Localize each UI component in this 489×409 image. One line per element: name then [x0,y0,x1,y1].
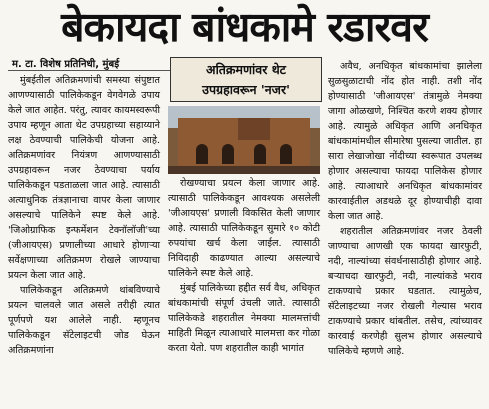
paragraph: मुंबईतील अतिक्रमणांची समस्या संपुष्टात आणण्यासाठी पालिकेकडून वेगवेगळे उपाय केले जात आहेत. परंतु, त्यावर कायमस्वरूपी उपाय म्हणून आता थेट उपग्रहाच्या सहाय्याने लक्ष ठेवण्याची पालिकेची योजना आहे. अतिक्रमणांवर नियंत्रण आणण्यासाठी उपग्रहावरून नजर ठेवण्याचा पर्याय पालिकेकडून पडताळला जात आहे. त्यासाठी अत्याधुनिक तंत्रज्ञानाचा वापर केला जाणार असल्याचे पालिकेने स्पष्ट केले आहे. 'जिओग्राफिक इन्फर्मेशन टेक्नॉलॉजी'च्या (जीआयएस) प्रणालीच्या आधारे होणाऱ्या सर्वेक्षणाच्या अतिक्रमण रोखले जाण्याचा प्रयत्न केला जात आहे. [8,75,160,281]
photo-ground [168,166,320,174]
headline: बेकायदा बांधकामे रडारवर [61,3,428,51]
subheadline-box [170,57,322,102]
article-column-1 [8,73,160,358]
subheadline-line-1: अतिक्रमणांवर थेट [206,62,286,77]
subheadline-line-2: उपग्रहावरून 'नजर' [202,82,290,97]
paragraph: मुंबई पालिकेच्या हद्दीत सर्व वैध, अधिकृत बांधकामांची संपूर्ण उंचली जाते. त्यासाठी पालिकेकडे शहरातील नेमक्या मालमत्तांची माहिती मिळून त्याआधारे मालमत्ता कर गोळा करता येतो. पण शहरातील काही भागांत [168,283,320,354]
photo-arch [254,144,266,164]
article-column-2 [168,176,320,356]
article-column-3 [328,59,482,359]
paragraph: अवैध, अनधिकृत बांधकामांचा झालेला सुळसुळाटाची नोंद होत नाही. तशी नोंद होण्यासाठी 'जीआयएस' तंत्रामुळे नेमक्या जागा ओळखणे, निश्चित करणे शक्य होणार आहे. त्यामुळे अधिकृत आणि अनधिकृत बांधकामांमधील सीमारेषा पुसल्या जातील. हा सारा लेखाजोखा नोंदीच्या स्वरूपात उपलब्ध होणार असल्याचा फायदा पालिकेस होणार आहे. त्याआधारे अनधिकृत बांधकामांवर कारवाईतील अडथळे दूर होण्याचीही दावा केला जात आहे. [328,61,482,222]
byline: म. टा. विशेष प्रतिनिधी, मुंबई [12,59,120,70]
paragraph: रोखण्याचा प्रयत्न केला जाणार आहे. त्यासाठी पालिकेकडून आवश्यक असलेली 'जीआयएस' प्रणाली विकसित केली जाणार आहे. त्यासाठी पालिकेकडून सुमारे १० कोटी रुपयांचा खर्च केला जाईल. त्यासाठी निविदाही काढण्यात आल्या असल्याचे पालिकेने स्पष्ट केले आहे. [168,178,320,279]
paragraph: शहरातील अतिक्रमणांवर नजर ठेवली जाण्याचा आणखी एक फायदा खारफुटी, नदी, नाल्यांच्या संवर्धनासाठीही होणार आहे. बऱ्याचदा खारफुटी, नदी, नाल्यांकडे भराव टाकण्याचे प्रकार घडतात. त्यामुळेच, सॅटेलाइटच्या नजर रोखली गेल्यास भराव टाकण्याचे प्रकार थांबतील. तसेच, त्यांच्यावर कारवाई करणेही सुलभ होणार असल्याचे पालिकेचे म्हणणे आहे. [328,226,482,357]
paragraph: पालिकेकडून अतिक्रमणे थांबविण्याचे प्रयत्न चालवले जात असले तरीही त्यात पूर्णपणे यश आलेले नाही. म्हणूनच पालिकेकडून सॅटेलाइटची जोड घेऊन अतिक्रमणांना [8,285,160,356]
photo-arch [280,144,292,164]
building-photo [168,106,320,174]
photo-arch [222,144,234,164]
photo-arch [196,144,208,164]
photo-tower [238,118,270,140]
